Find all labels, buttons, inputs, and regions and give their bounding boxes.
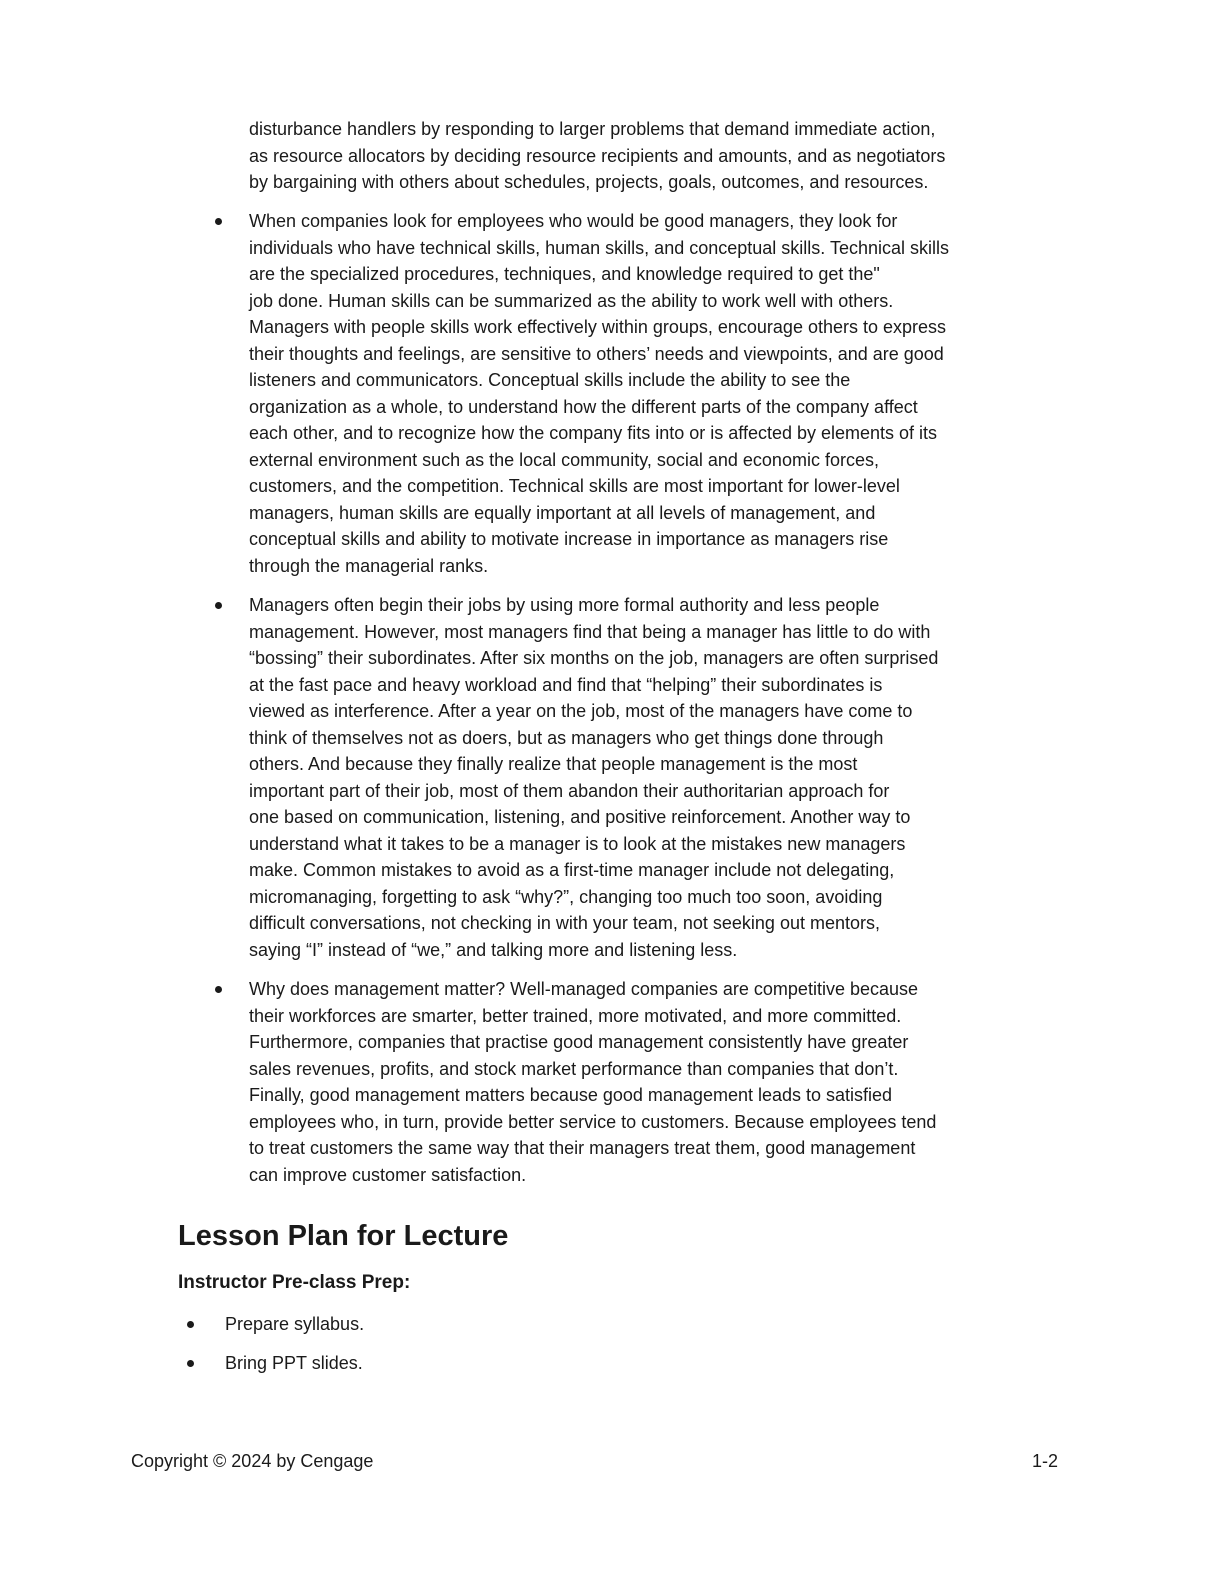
bullet-icon — [187, 1360, 194, 1367]
text-line: important part of their job, most of them abandon their authoritarian approach for — [249, 780, 890, 801]
text-line: each other, and to recognize how the company fits into or is affected by elements of its — [249, 423, 938, 443]
prep-item-text: Bring PPT slides. — [225, 1353, 363, 1373]
summary-bullet-list — [208, 208, 1048, 1201]
text-line: customers, and the competition. Technical skills are most important for lower-level — [249, 476, 900, 496]
bullet-icon — [215, 602, 222, 609]
bullet-icon — [215, 218, 222, 225]
text-line: at the fast pace and heavy workload and find that “helping” their subordinates is — [249, 674, 883, 695]
text-line: sales revenues, profits, and stock market performance than companies that don’t. — [249, 1058, 899, 1079]
bullet-icon — [187, 1321, 194, 1328]
bullet-skills — [208, 208, 1048, 579]
list-item — [183, 1350, 583, 1376]
text-line: external environment such as the local community, social and economic forces, — [249, 449, 879, 470]
text-line: organization as a whole, to understand how the different parts of the company affect — [249, 396, 918, 417]
text-line: viewed as interference. After a year on the job, most of the managers have come to — [249, 701, 913, 721]
text-line: are the specialized procedures, techniques, and knowledge required to get the" — [249, 264, 880, 284]
lesson-plan-heading: Lesson Plan for Lecture — [178, 1220, 509, 1252]
text-line: Furthermore, companies that practise good management consistently have greater — [249, 1032, 909, 1052]
bullet-text — [249, 592, 1048, 963]
bullet-text — [249, 976, 1048, 1188]
text-line: think of themselves not as doers, but as managers who get things done through — [249, 727, 884, 748]
text-line: others. And because they finally realize that people management is the most — [249, 754, 858, 774]
text-line: their thoughts and feelings, are sensitive to others’ needs and viewpoints, and are good — [249, 343, 944, 364]
continuation-paragraph — [249, 116, 1039, 196]
text-line: Finally, good management matters because good management leads to satisfied — [249, 1085, 893, 1105]
text-line: “bossing” their subordinates. After six months on the job, managers are often surprised — [249, 648, 939, 668]
text-line: one based on communication, listening, and positive reinforcement. Another way to — [249, 807, 911, 827]
text-line: individuals who have technical skills, human skills, and conceptual skills. Technical skills — [249, 237, 949, 258]
bullet-new-managers — [208, 592, 1048, 963]
text-line: Why does management matter? Well-managed companies are competitive because — [249, 979, 919, 999]
text-line: employees who, in turn, provide better service to customers. Because employees tend — [249, 1111, 937, 1132]
text-line: managers, human skills are equally important at all levels of management, and — [249, 502, 876, 523]
text-line: difficult conversations, not checking in with your team, not seeking out mentors, — [249, 913, 880, 933]
text-line: When companies look for employees who would be good managers, they look for — [249, 211, 898, 231]
text-line: through the managerial ranks. — [249, 555, 489, 576]
text-line: Managers with people skills work effectively within groups, encourage others to express — [249, 317, 947, 337]
text-line: conceptual skills and ability to motivate increase in importance as managers rise — [249, 529, 889, 549]
prep-item-text: Prepare syllabus. — [225, 1314, 365, 1334]
text-line: job done. Human skills can be summarized as the ability to work well with others. — [249, 290, 894, 311]
text-line: saying “I” instead of “we,” and talking more and listening less. — [249, 939, 738, 960]
pre-class-prep-heading: Instructor Pre-class Prep: — [178, 1272, 411, 1293]
text-line: disturbance handlers by responding to larger problems that demand immediate action, — [249, 119, 936, 139]
bullet-text — [249, 208, 1048, 579]
text-line: as resource allocators by deciding resource recipients and amounts, and as negotiators — [249, 145, 946, 166]
text-line: Managers often begin their jobs by using more formal authority and less people — [249, 595, 880, 615]
text-line: listeners and communicators. Conceptual skills include the ability to see the — [249, 370, 851, 390]
text-line: micromanaging, forgetting to ask “why?”, changing too much too soon, avoiding — [249, 886, 883, 907]
text-line: understand what it takes to be a manager is to look at the mistakes new managers — [249, 833, 906, 854]
text-line: can improve customer satisfaction. — [249, 1164, 527, 1185]
footer-page-number: 1-2 — [1031, 1451, 1058, 1471]
footer-copyright: Copyright © 2024 by Cengage — [131, 1451, 374, 1471]
text-line: their workforces are smarter, better trained, more motivated, and more committed. — [249, 1005, 902, 1026]
text-line: by bargaining with others about schedules, projects, goals, outcomes, and resources. — [249, 172, 929, 192]
text-line: management. However, most managers find that being a manager has little to do with — [249, 621, 931, 642]
bullet-icon — [215, 986, 222, 993]
list-item — [183, 1311, 583, 1337]
prep-bullet-list — [183, 1311, 583, 1389]
text-line: make. Common mistakes to avoid as a first-time manager include not delegating, — [249, 860, 895, 880]
bullet-why-management-matters — [208, 976, 1048, 1188]
text-line: to treat customers the same way that their managers treat them, good management — [249, 1138, 916, 1158]
